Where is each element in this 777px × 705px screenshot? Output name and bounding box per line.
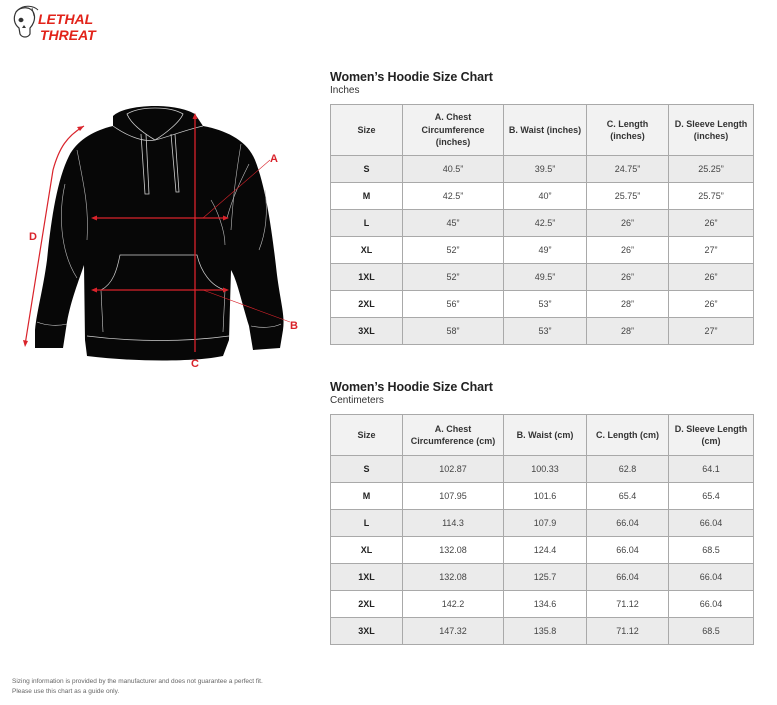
table-row [331,237,754,264]
label-a-chest: A [270,153,278,165]
label-c-length: C [191,358,199,370]
table-row [331,591,754,618]
table-row [331,510,754,537]
hoodie-icon [15,100,315,380]
waist-cell: 124.4 [504,537,587,564]
length-cell: 28” [587,291,669,318]
chest-cell: 56” [403,291,504,318]
waist-cell: 134.6 [504,591,587,618]
chest-cell: 52” [403,237,504,264]
sleeve-cell: 66.04 [669,564,754,591]
waist-cell: 125.7 [504,564,587,591]
size-cell: 1XL [331,564,403,591]
table-row [331,318,754,345]
waist-cell: 53” [504,291,587,318]
size-cell: L [331,510,403,537]
length-cell: 62.8 [587,456,669,483]
sleeve-cell: 26” [669,291,754,318]
header-length: C. Length (inches) [587,105,669,156]
disclaimer-line-1: Sizing information is provided by the manufacturer and does not guarantee a perfect fit. [12,678,263,685]
waist-cell: 40” [504,183,587,210]
length-cell: 65.4 [587,483,669,510]
length-cell: 71.12 [587,618,669,645]
table-header-row [331,415,754,456]
header-chest: A. Chest Circumference (inches) [403,105,504,156]
size-cell: XL [331,537,403,564]
header-waist: B. Waist (cm) [504,415,587,456]
length-cell: 66.04 [587,564,669,591]
label-b-waist: B [290,320,298,332]
length-cell: 25.75” [587,183,669,210]
header-size: Size [331,415,403,456]
header-size: Size [331,105,403,156]
length-cell: 71.12 [587,591,669,618]
table-row [331,210,754,237]
waist-cell: 49.5” [504,264,587,291]
sleeve-cell: 64.1 [669,456,754,483]
size-cell: M [331,183,403,210]
header-chest: A. Chest Circumference (cm) [403,415,504,456]
logo-text-line2: THREAT [40,27,96,43]
size-cell: 3XL [331,618,403,645]
length-cell: 26” [587,210,669,237]
chart-subtitle-cm: Centimeters [330,395,384,406]
chest-cell: 40.5” [403,156,504,183]
size-cell: XL [331,237,403,264]
size-table-inches [330,104,754,345]
waist-cell: 135.8 [504,618,587,645]
chart-title-inches: Women’s Hoodie Size Chart [330,70,493,84]
table-row [331,291,754,318]
size-cell: 3XL [331,318,403,345]
waist-cell: 49” [504,237,587,264]
chest-cell: 142.2 [403,591,504,618]
table-row [331,564,754,591]
length-cell: 26” [587,264,669,291]
sleeve-cell: 68.5 [669,537,754,564]
table-row [331,483,754,510]
size-cell: 2XL [331,291,403,318]
waist-cell: 107.9 [504,510,587,537]
chest-cell: 45” [403,210,504,237]
size-cell: S [331,456,403,483]
table-row [331,156,754,183]
sleeve-cell: 27” [669,237,754,264]
length-cell: 24.75” [587,156,669,183]
length-cell: 28” [587,318,669,345]
sleeve-cell: 66.04 [669,591,754,618]
chest-cell: 147.32 [403,618,504,645]
waist-cell: 100.33 [504,456,587,483]
header-sleeve: D. Sleeve Length (cm) [669,415,754,456]
skull-logo-icon [10,4,118,44]
table-row [331,183,754,210]
table-header-row [331,105,754,156]
size-chart-centimeters [330,380,753,645]
sleeve-cell: 27” [669,318,754,345]
chart-title-cm: Women’s Hoodie Size Chart [330,380,493,394]
brand-logo [10,4,118,44]
sleeve-cell: 25.75” [669,183,754,210]
size-cell: 2XL [331,591,403,618]
chest-cell: 52” [403,264,504,291]
waist-cell: 53” [504,318,587,345]
chest-cell: 114.3 [403,510,504,537]
disclaimer-line-2: Please use this chart as a guide only. [12,688,120,695]
size-cell: L [331,210,403,237]
size-cell: 1XL [331,264,403,291]
chest-cell: 102.87 [403,456,504,483]
size-cell: M [331,483,403,510]
length-cell: 66.04 [587,537,669,564]
table-row [331,264,754,291]
table-row [331,456,754,483]
length-cell: 26” [587,237,669,264]
sleeve-cell: 68.5 [669,618,754,645]
sleeve-cell: 25.25” [669,156,754,183]
chest-cell: 58” [403,318,504,345]
header-length: C. Length (cm) [587,415,669,456]
chest-cell: 42.5” [403,183,504,210]
length-cell: 66.04 [587,510,669,537]
waist-cell: 101.6 [504,483,587,510]
size-table-cm [330,414,754,645]
sleeve-cell: 26” [669,264,754,291]
logo-text-line1: LETHAL [38,11,94,27]
size-chart-inches [330,70,753,345]
table-row [331,618,754,645]
hoodie-measurement-diagram [15,100,315,380]
table-row [331,537,754,564]
size-cell: S [331,156,403,183]
waist-cell: 39.5” [504,156,587,183]
sizing-disclaimer [12,677,263,697]
chart-subtitle-inches: Inches [330,85,360,96]
label-d-sleeve: D [29,231,37,243]
sleeve-cell: 26” [669,210,754,237]
waist-cell: 42.5” [504,210,587,237]
chest-cell: 132.08 [403,537,504,564]
header-waist: B. Waist (inches) [504,105,587,156]
header-sleeve: D. Sleeve Length (inches) [669,105,754,156]
sleeve-cell: 66.04 [669,510,754,537]
sleeve-cell: 65.4 [669,483,754,510]
chest-cell: 132.08 [403,564,504,591]
chest-cell: 107.95 [403,483,504,510]
